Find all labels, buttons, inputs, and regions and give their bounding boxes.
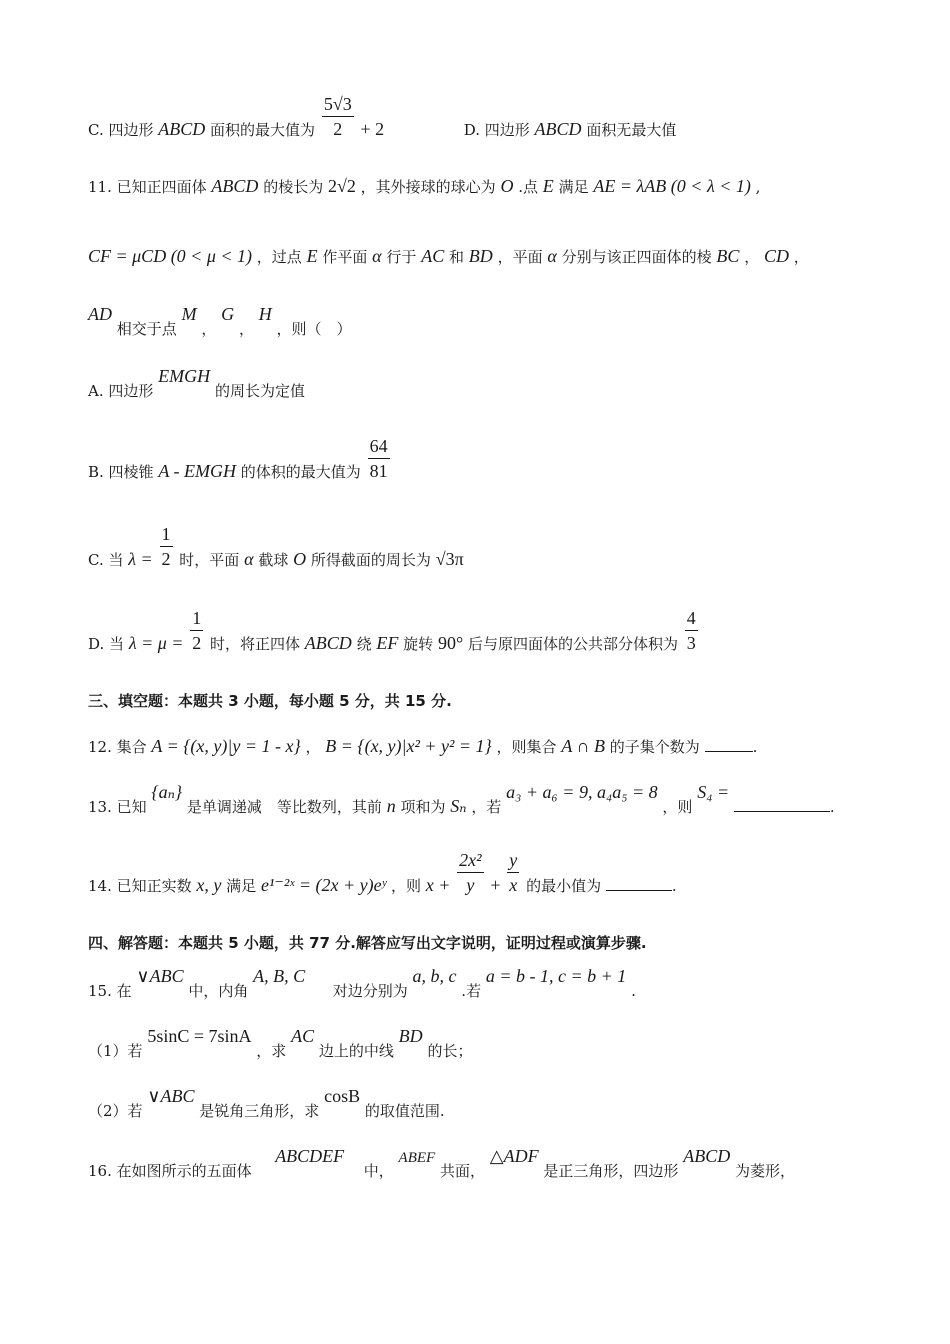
q13-target: S₄ = — [697, 782, 730, 802]
q15-var: AC — [291, 1026, 315, 1046]
q11-d-fraction: $\frac{1}{2}$ — [192, 608, 202, 653]
q11-d-label: D. 当 — [88, 635, 125, 653]
q13-text: ，则 — [662, 798, 693, 816]
q11-line-2 — [88, 246, 860, 268]
q11-text: , — [755, 178, 761, 196]
q15-var: BD — [398, 1026, 423, 1046]
q10-options — [88, 92, 860, 141]
q15-part-1 — [88, 1026, 860, 1062]
q11-var: EF — [376, 633, 399, 653]
q11-var: G — [221, 304, 235, 324]
q15-text: 的长； — [427, 1042, 473, 1060]
q12-text: 的子集个数为 — [609, 738, 700, 756]
q13-text: 项和为 — [400, 798, 446, 816]
q13-var: n — [386, 796, 396, 816]
q11-var: ABCD — [304, 633, 352, 653]
q15-text: 中，内角 — [188, 982, 249, 1000]
q11-var: O — [500, 176, 514, 196]
q11-text: 的体积的最大值为 — [240, 463, 361, 481]
q11-c-fraction: $\frac{1}{2}$ — [161, 524, 171, 569]
q11-text: ， — [201, 320, 217, 338]
q11-option-a — [88, 366, 860, 402]
q15-cosb: cosB — [324, 1086, 361, 1106]
q11-text: 绕 — [356, 635, 372, 653]
q14-expr: + — [490, 875, 501, 895]
q11-var: H — [258, 304, 272, 324]
q15-text: .若 — [461, 982, 482, 1000]
q14-equation: e¹⁻²ˣ = (2x + y)eʸ — [260, 875, 387, 895]
q14-var: x, y — [196, 875, 222, 895]
q12-text: ，则集合 — [496, 738, 557, 756]
q11-d-volume-fraction: $\frac{4}{3}$ — [686, 608, 696, 653]
q11-text: 分别与该正四面体的棱 — [561, 248, 712, 266]
q11-text: 作平面 — [322, 248, 368, 266]
q11-text: 所得截面的周长为 — [310, 551, 431, 569]
q11-text: 时，平面 — [179, 551, 240, 569]
q15-text: 的取值范围. — [364, 1102, 445, 1120]
q10-d-var: ABCD — [534, 119, 582, 139]
q11-var: λ = μ = — [128, 633, 184, 653]
q11-option-b — [88, 434, 860, 483]
q11-var: AC — [421, 246, 445, 266]
q11-var: λ = — [128, 549, 153, 569]
q11-text: 满足 — [558, 178, 589, 196]
q10-c-fraction: $\frac{5√3}{2}$ — [323, 94, 352, 139]
q13-answer-blank[interactable] — [734, 811, 830, 812]
q11-text: 和 — [449, 248, 465, 266]
q11-condition-ae: AE = λAB (0 < λ < 1) — [593, 176, 751, 196]
q12 — [88, 736, 860, 758]
q11-text: ， — [744, 248, 760, 266]
q11-var: BD — [468, 246, 493, 266]
q14-expr: x + — [425, 875, 451, 895]
q11-var: α — [547, 246, 557, 266]
q11-a-label: A. 四边形 — [88, 382, 154, 400]
q15-text: 15. 在 — [88, 982, 132, 1000]
q11-text: ，则（ ） — [276, 320, 352, 338]
q11-perimeter: √3π — [435, 549, 464, 569]
q15-triangle: ∨ABC — [136, 966, 184, 986]
q12-answer-blank[interactable] — [705, 751, 753, 752]
q11-text: .点 — [518, 178, 539, 196]
q15-part-2 — [88, 1086, 860, 1122]
q11-text: 截球 — [258, 551, 289, 569]
q15-text: . — [631, 982, 636, 1000]
q13-condition: a₃ + a₆ = 9, a₄a₅ = 8 — [506, 782, 658, 802]
q11-var: BC — [716, 246, 740, 266]
q11-var: A - EMGH — [158, 461, 236, 481]
q16-text: 16. 在如图所示的五面体 — [88, 1162, 252, 1180]
q15-text: ，求 — [256, 1042, 287, 1060]
q11-text: ， — [238, 320, 254, 338]
q11-c-label: C. 当 — [88, 551, 124, 569]
q10-c-label: C. 四边形 — [88, 121, 154, 139]
q15-text: 边上的中线 — [318, 1042, 394, 1060]
q14-text: 满足 — [226, 877, 257, 895]
section-3-heading: 三、填空题：本题共 3 小题，每小题 5 分，共 15 分. — [88, 692, 452, 710]
q11-b-fraction: $\frac{64}{81}$ — [369, 436, 388, 481]
q11-var: E — [542, 176, 554, 196]
q14 — [88, 848, 860, 897]
q14-text: . — [671, 877, 677, 895]
q11-text: 相交于点 — [116, 320, 177, 338]
q15-p2-label: （2）若 — [88, 1102, 143, 1120]
q11-var: ABCD — [211, 176, 259, 196]
q11-text: 的周长为定值 — [214, 382, 305, 400]
q10-c-var: ABCD — [158, 119, 206, 139]
q12-text: . — [752, 738, 758, 756]
q16-triangle: △ADF — [489, 1146, 539, 1166]
section-4-heading: 四、解答题：本题共 5 小题，共 77 分.解答应写出文字说明，证明过程或演算步骤. — [88, 934, 647, 952]
q11-var: E — [306, 246, 318, 266]
q14-fraction-2: $\frac{y}{x}$ — [509, 850, 518, 895]
q11-text: ，平面 — [497, 248, 543, 266]
q11-text: 行于 — [386, 248, 417, 266]
q11-var: CD — [764, 246, 790, 266]
q14-text: ，则 — [390, 877, 421, 895]
q16-text: 中， — [363, 1162, 394, 1180]
q14-answer-blank[interactable] — [606, 890, 672, 891]
q13-text: ，若 — [471, 798, 502, 816]
q10-d-label: D. 四边形 — [463, 121, 530, 139]
q11-text: ，其外接球的球心为 — [360, 178, 496, 196]
q16-text: 共面， — [439, 1162, 485, 1180]
q11-text: 的棱长为 — [263, 178, 324, 196]
q12-intersection: A ∩ B — [561, 736, 606, 756]
q12-set-b: B = {(x, y)|x² + y² = 1} — [325, 736, 492, 756]
q14-text: 的最小值为 — [526, 877, 602, 895]
q15-var: A, B, C — [253, 966, 306, 986]
q11-angle: 90° — [437, 633, 464, 653]
q11-option-d — [88, 606, 860, 655]
q10-c-tail: + 2 — [360, 119, 385, 139]
q13-text: 13. 已知 — [88, 798, 147, 816]
q10-d-tail: 面积无最大值 — [586, 121, 677, 139]
q16-rhombus: ABCD — [683, 1146, 731, 1166]
q16-text: 是正三角形，四边形 — [543, 1162, 679, 1180]
q15-line-1 — [88, 966, 860, 1002]
q11-var: M — [181, 304, 197, 324]
q11-line-1 — [88, 176, 860, 198]
q11-var: α — [372, 246, 382, 266]
q11-b-label: B. 四棱锥 — [88, 463, 154, 481]
q15-condition: a = b - 1, c = b + 1 — [485, 966, 627, 986]
q11-condition-cf: CF = μCD (0 < μ < 1) — [88, 246, 253, 266]
q11-edge-length: 2√2 — [327, 176, 356, 196]
q14-fraction-1: $\frac{\text{2x²}}{y}$ — [459, 850, 482, 895]
q13-text: 是单调递减 等比数列，其前 — [186, 798, 382, 816]
q11-text: 时，将正四体 — [210, 635, 301, 653]
q14-text: 14. 已知正实数 — [88, 877, 192, 895]
q11-text: 后与原四面体的公共部分体积为 — [467, 635, 678, 653]
q12-text: ， — [305, 738, 321, 756]
q11-text: ，过点 — [256, 248, 302, 266]
q12-set-a: A = {(x, y)|y = 1 - x} — [151, 736, 301, 756]
q15-text: 是锐角三角形，求 — [199, 1102, 320, 1120]
q16-text: 为菱形， — [734, 1162, 795, 1180]
q11-text: 旋转 — [403, 635, 434, 653]
q11-line-3 — [88, 304, 860, 340]
q13 — [88, 782, 860, 818]
q13-sequence: {aₙ} — [151, 782, 183, 802]
q16-solid: ABCDEF — [275, 1146, 345, 1166]
q15-text: 对边分别为 — [332, 982, 408, 1000]
q11-var: α — [244, 549, 254, 569]
q11-var: AD — [88, 304, 112, 324]
q12-text: 12. 集合 — [88, 738, 147, 756]
q15-var: a, b, c — [412, 966, 457, 986]
q15-triangle: ∨ABC — [147, 1086, 195, 1106]
q11-var: O — [293, 549, 307, 569]
q10-c-mid: 面积的最大值为 — [210, 121, 316, 139]
q15-p1-condition: 5sinC = 7sinA — [147, 1026, 252, 1046]
q15-p1-label: （1）若 — [88, 1042, 143, 1060]
q16 — [88, 1146, 860, 1182]
q11-var: EMGH — [158, 366, 211, 386]
q16-plane: ABEF — [398, 1150, 436, 1166]
q13-text: . — [829, 798, 835, 816]
q13-var: Sₙ — [450, 796, 467, 816]
q11-text: ， — [793, 248, 809, 266]
q11-text: 11. 已知正四面体 — [88, 178, 207, 196]
q11-option-c — [88, 522, 860, 571]
